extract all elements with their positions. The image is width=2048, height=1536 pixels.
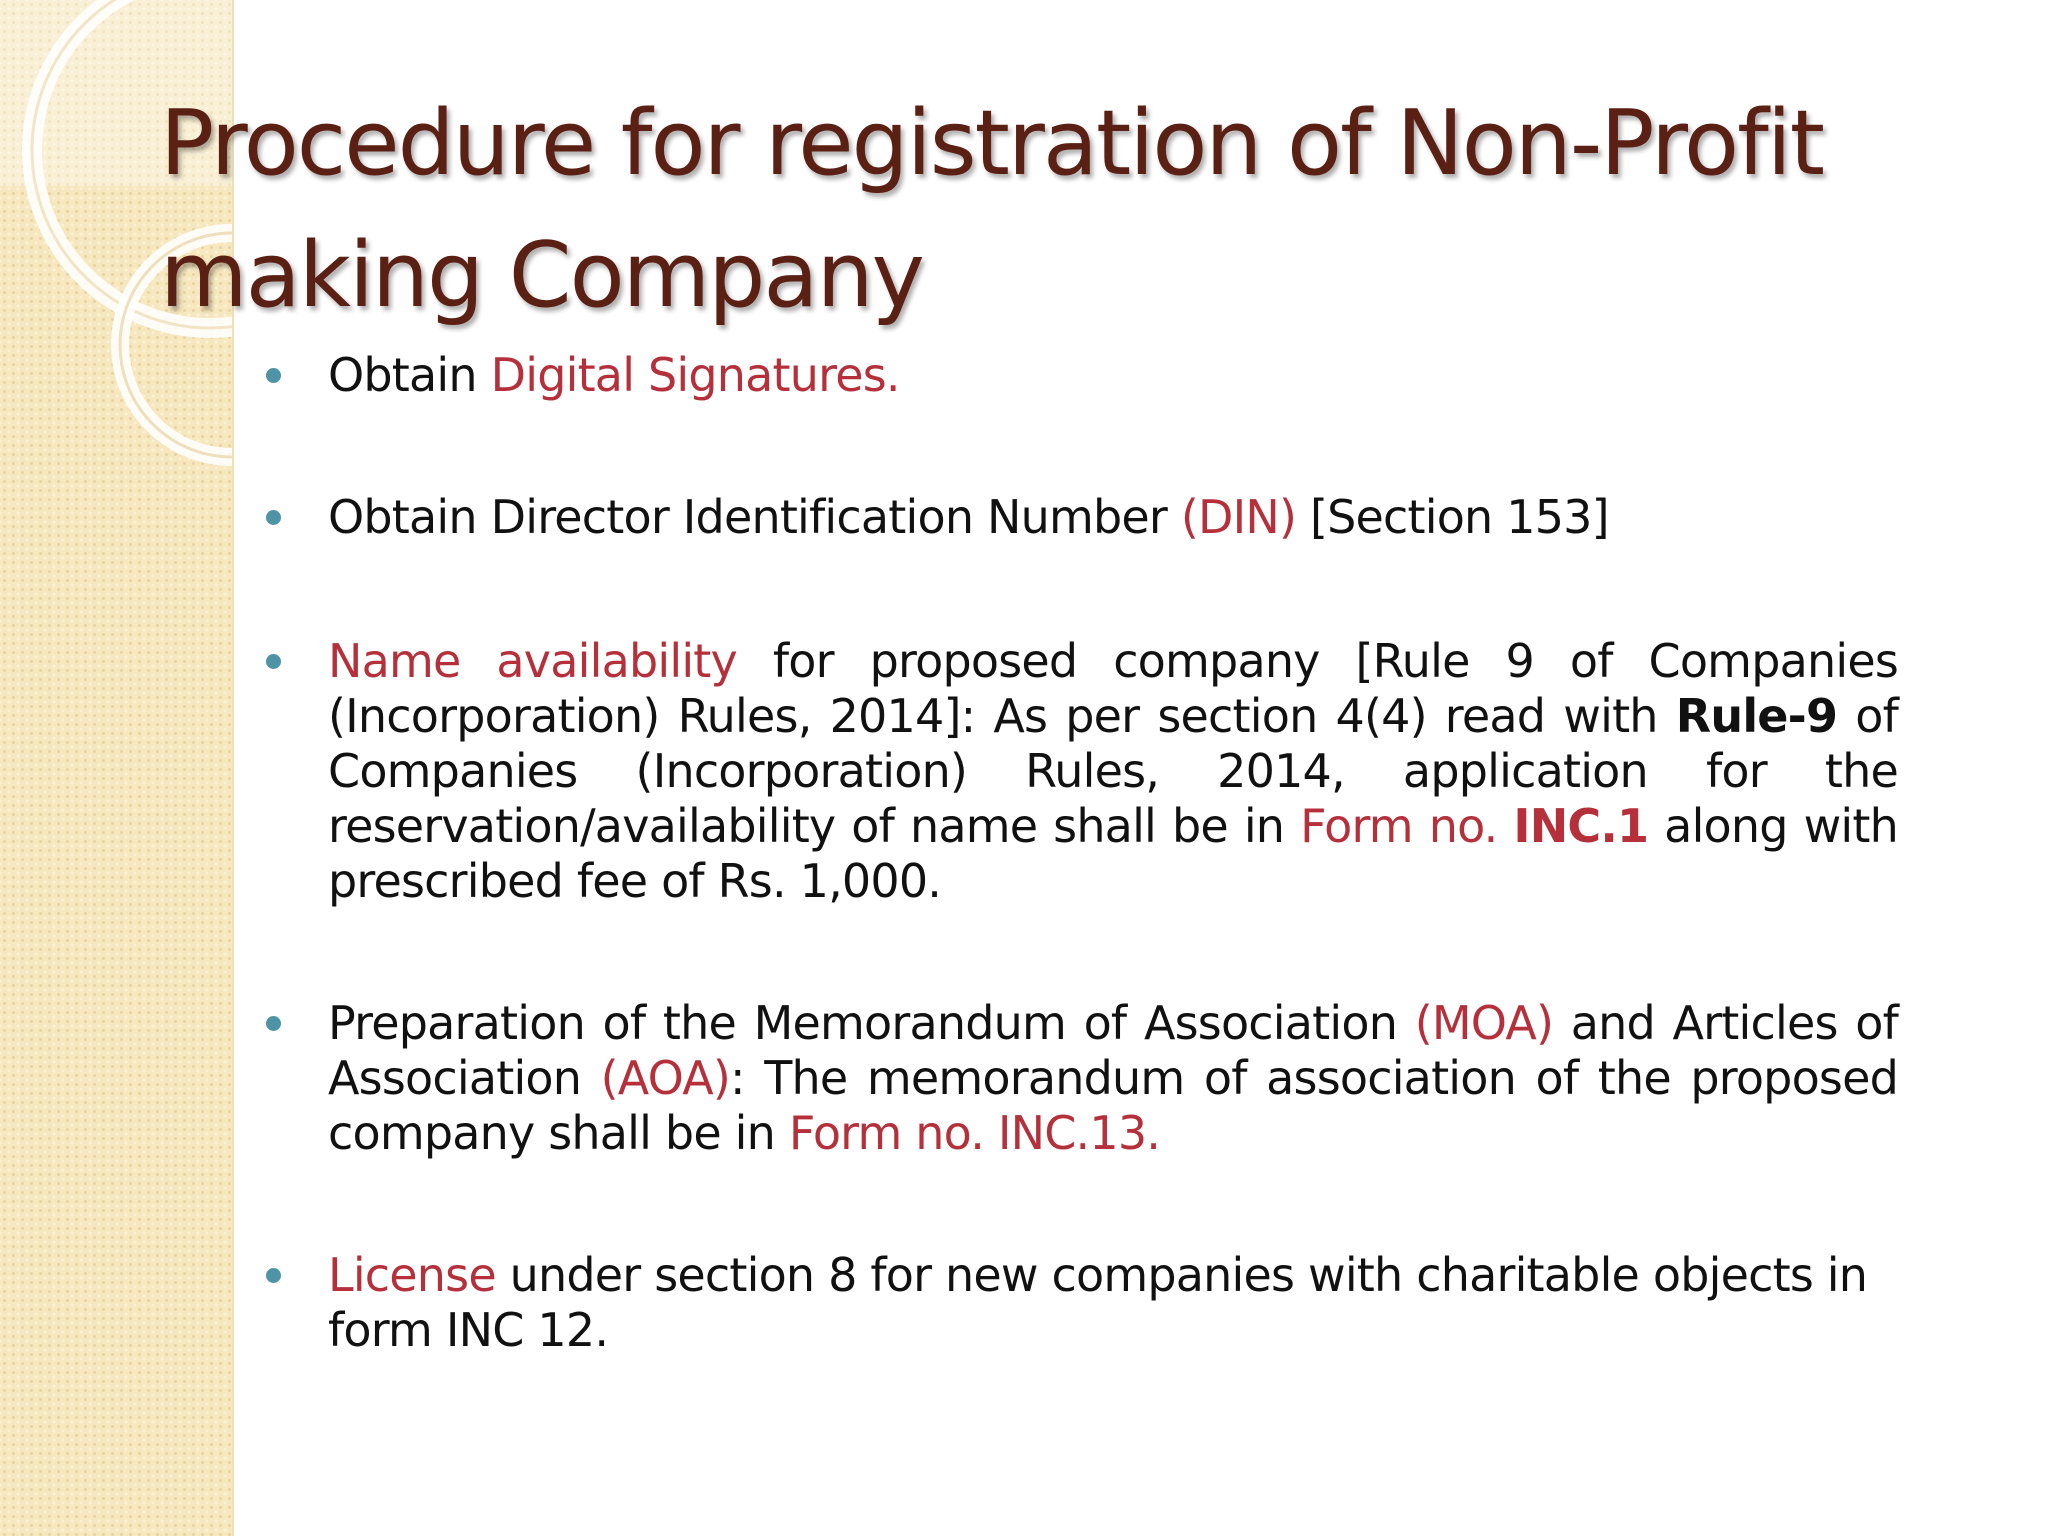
bullet-text: Preparation of the Memorandum of Association <box>328 996 1415 1050</box>
highlight-bold-text: INC.1 <box>1513 799 1649 853</box>
bullet-text: along with prescribed fee of Rs. 1,000. <box>328 799 1898 908</box>
bullet-dot-icon <box>266 654 281 669</box>
bullet-dot-icon <box>266 510 281 525</box>
highlight-text: License <box>328 1248 496 1302</box>
bullet-text: under section 8 for new companies with charitable objects in form INC 12. <box>328 1248 1868 1357</box>
bullet-dot-icon <box>266 1268 281 1283</box>
bullet-text: [Section 153] <box>1296 490 1609 544</box>
bullet-dot-icon <box>266 368 281 383</box>
bullet-text: and Articles of Association <box>328 996 1899 1105</box>
highlight-text: Form no. INC.13. <box>788 1106 1161 1160</box>
highlight-text: (DIN) <box>1180 490 1297 544</box>
highlight-text: (AOA) <box>600 1051 731 1105</box>
highlight-text: Name availability <box>328 634 737 688</box>
bullet-name-availability <box>328 634 1898 909</box>
bullet-license <box>328 1248 1898 1358</box>
bullet-text: for proposed company [Rule 9 of Companies (Incorporation) Rules, 2014]: As per section 4(4) read with <box>328 634 1898 743</box>
highlight-text: Form no. <box>1300 799 1514 853</box>
slide-title: Procedure for registration of Non-Profit making Company <box>160 91 1824 328</box>
bullet-dot-icon <box>266 1016 281 1031</box>
bold-text: Rule-9 <box>1675 689 1838 743</box>
bullet-din <box>328 490 1898 545</box>
bullet-text: Obtain <box>328 348 491 402</box>
bullet-text: of Companies (Incorporation) Rules, 2014, application for the reservation/availability of name shall be in <box>328 689 1898 853</box>
highlight-text: Digital Signatures. <box>490 348 900 402</box>
bullet-text: : The memorandum of association of the proposed company shall be in <box>328 1051 1898 1160</box>
bullet-digital-signatures <box>328 348 1898 403</box>
highlight-text: (MOA) <box>1414 996 1554 1050</box>
bullet-text: Obtain Director Identification Number <box>328 490 1181 544</box>
bullet-moa-aoa <box>328 996 1898 1161</box>
